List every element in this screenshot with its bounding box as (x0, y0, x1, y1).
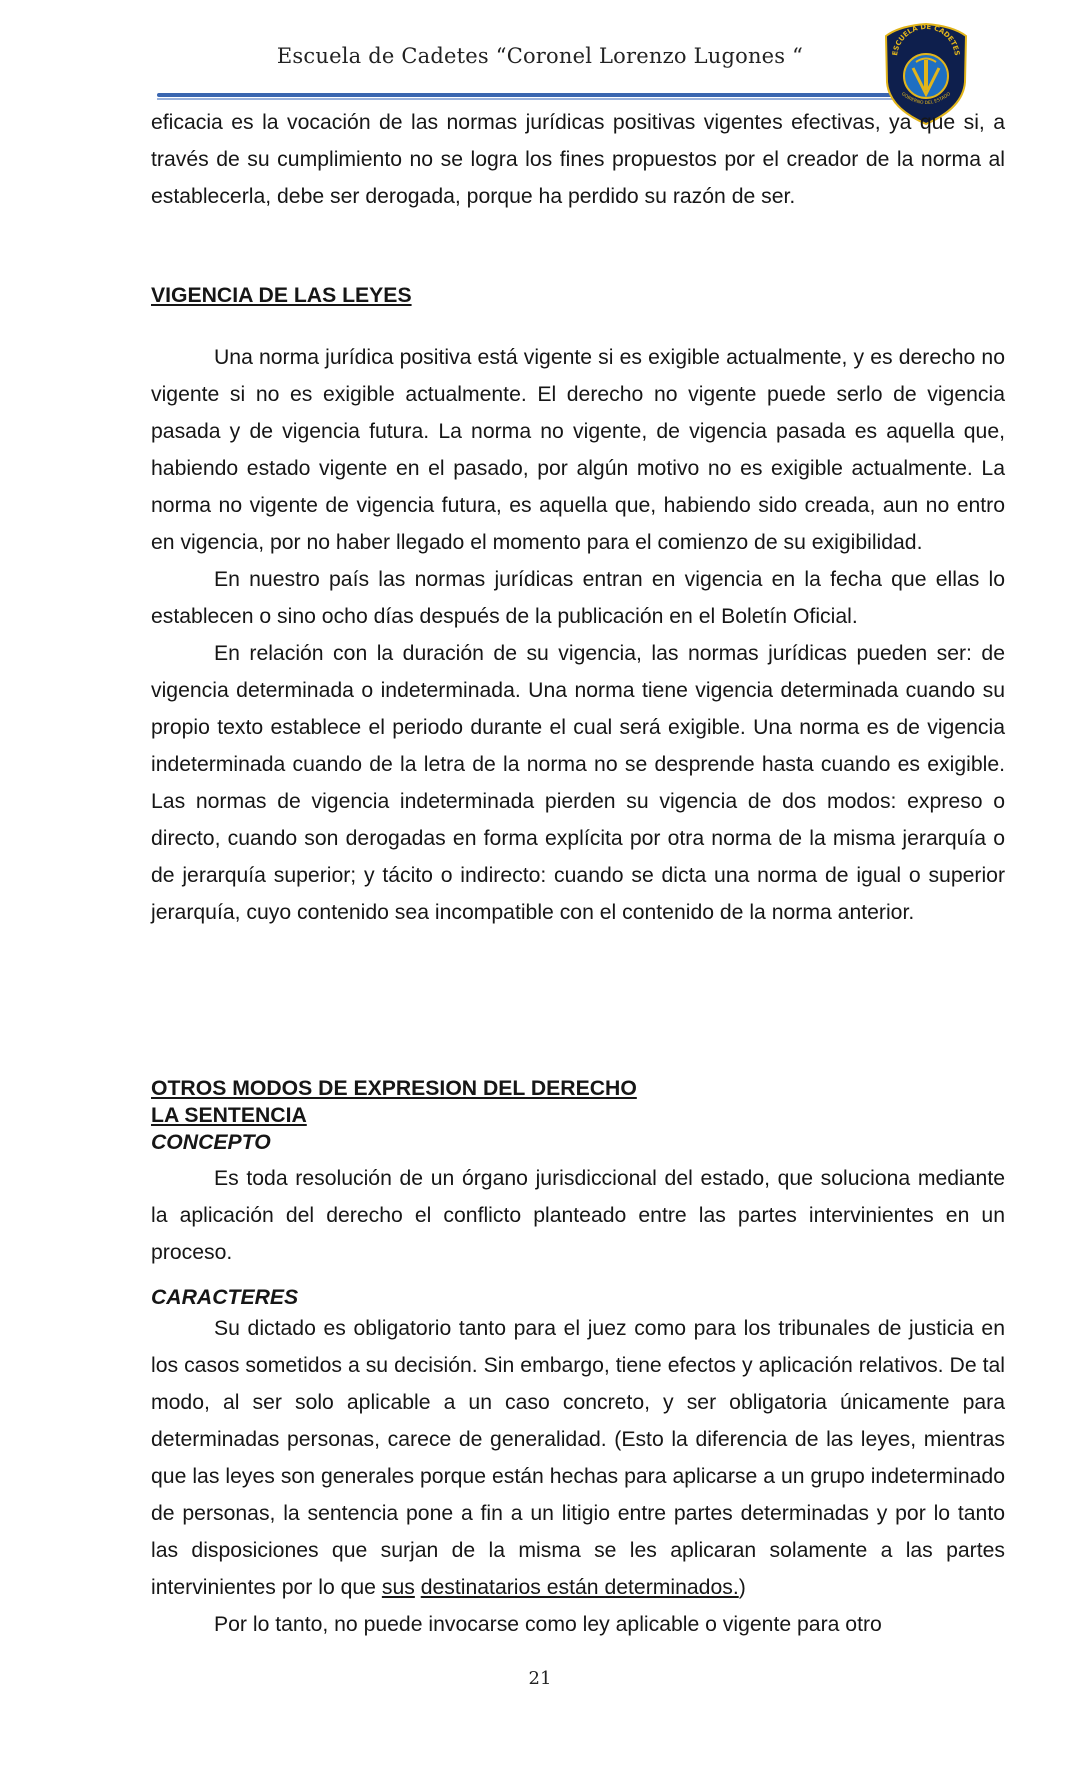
caracteres-section (151, 1310, 1005, 1643)
intro-paragraph-block (151, 104, 1005, 215)
vigencia-paragraph-1: Una norma jurídica positiva está vigente si es exigible actualmente, y es derecho no vigente si no es exigible actualmente. El derecho no vigente puede serlo de vigencia pasada y de vigencia futura. La norma no vigente, de vigencia pasada es aquella que, habiendo estado vigente en el pasado, por algún motivo no es exigible actualmente. La norma no vigente de vigencia futura, es aquella que, habiendo sido creada, aun no entro en vigencia, por no haber llegado el momento para el comienzo de su exigibilidad. (151, 346, 1005, 554)
final-paragraph: Por lo tanto, no puede invocarse como ley aplicable o vigente para otro (214, 1613, 882, 1636)
page-number: 21 (528, 1668, 552, 1689)
intro-paragraph: eficacia es la vocación de las normas jurídicas positivas vigentes efectivas, ya que si, a través de su cumplimiento no se logra los fines propuestos por el creador de la norma al establecerla, debe ser derogada, porque ha perdido su razón de ser. (151, 111, 1005, 208)
vigencia-heading: VIGENCIA DE LAS LEYES (151, 284, 412, 307)
vigencia-paragraph-3: En relación con la duración de su vigencia, las normas jurídicas pueden ser: de vigencia determinada o indeterminada. Una norma tiene vigencia determinada cuando su propio texto establece el periodo durante el cual será exigible. Una norma es de vigencia indeterminada cuando de la letra de la norma no se desprende hasta cuando es exigible. Las normas de vigencia indeterminada pierden su vigencia de dos modos: expreso o directo, cuando son derogadas en forma explícita por otra norma de la misma jerarquía o de jerarquía superior; y tácito o indirecto: cuando se dicta una norma de igual o superior jerarquía, cuyo contenido sea incompatible con el contenido de la norma anterior. (151, 642, 1005, 924)
sentencia-headings (151, 1075, 1005, 1156)
concepto-heading: CONCEPTO (151, 1131, 271, 1154)
caracteres-text: Su dictado es obligatorio tanto para el juez como para los tribunales de justicia en los casos sometidos a su decisión. Sin embargo, tiene efectos y aplicación relativos. De tal modo, al ser solo aplicable a un caso concreto, y ser obligatoria únicamente para determinadas personas, carece de generalidad. (Esto la diferencia de las leyes, mientras que las leyes son generales porque están hechas para aplicarse a un grupo indeterminado de personas, la sentencia pone a fin a un litigio entre partes determinadas y por lo tanto las disposiciones que surjan de la misma se les aplicaran solamente a las partes intervinientes por lo que (151, 1317, 1005, 1599)
logo-bottom-text: GOBIERNO DEL ESTADO (900, 91, 952, 107)
logo-top-text: ESCUELA DE CADETES (891, 22, 961, 57)
la-sentencia-heading: LA SENTENCIA (151, 1104, 307, 1127)
vigencia-heading-block (151, 282, 1005, 309)
concepto-paragraph: Es toda resolución de un órgano jurisdiccional del estado, que soluciona mediante la aplicación del derecho el conflicto planteado entre las partes intervinientes en un proceso. (151, 1167, 1005, 1264)
caracteres-underlined-1: sus (381, 1576, 415, 1599)
caracteres-heading: CARACTERES (151, 1286, 299, 1309)
caracteres-heading-block (151, 1284, 1005, 1311)
caracteres-underlined-2: destinatarios están determinados. (420, 1576, 739, 1599)
vigencia-section (151, 339, 1005, 931)
header-rule (157, 93, 917, 97)
header-rule-shadow (157, 98, 917, 100)
caracteres-close: ) (738, 1576, 746, 1599)
header-title: Escuela de Cadetes “Coronel Lorenzo Lugones “ (276, 44, 804, 68)
vigencia-paragraph-2: En nuestro país las normas jurídicas entran en vigencia en la fecha que ellas lo establecen o sino ocho días después de la publicación en el Boletín Oficial. (151, 568, 1005, 628)
concepto-section (151, 1160, 1005, 1271)
otros-modos-heading: OTROS MODOS DE EXPRESION DEL DERECHO (151, 1077, 637, 1100)
caracteres-paragraph (151, 1310, 1005, 1606)
